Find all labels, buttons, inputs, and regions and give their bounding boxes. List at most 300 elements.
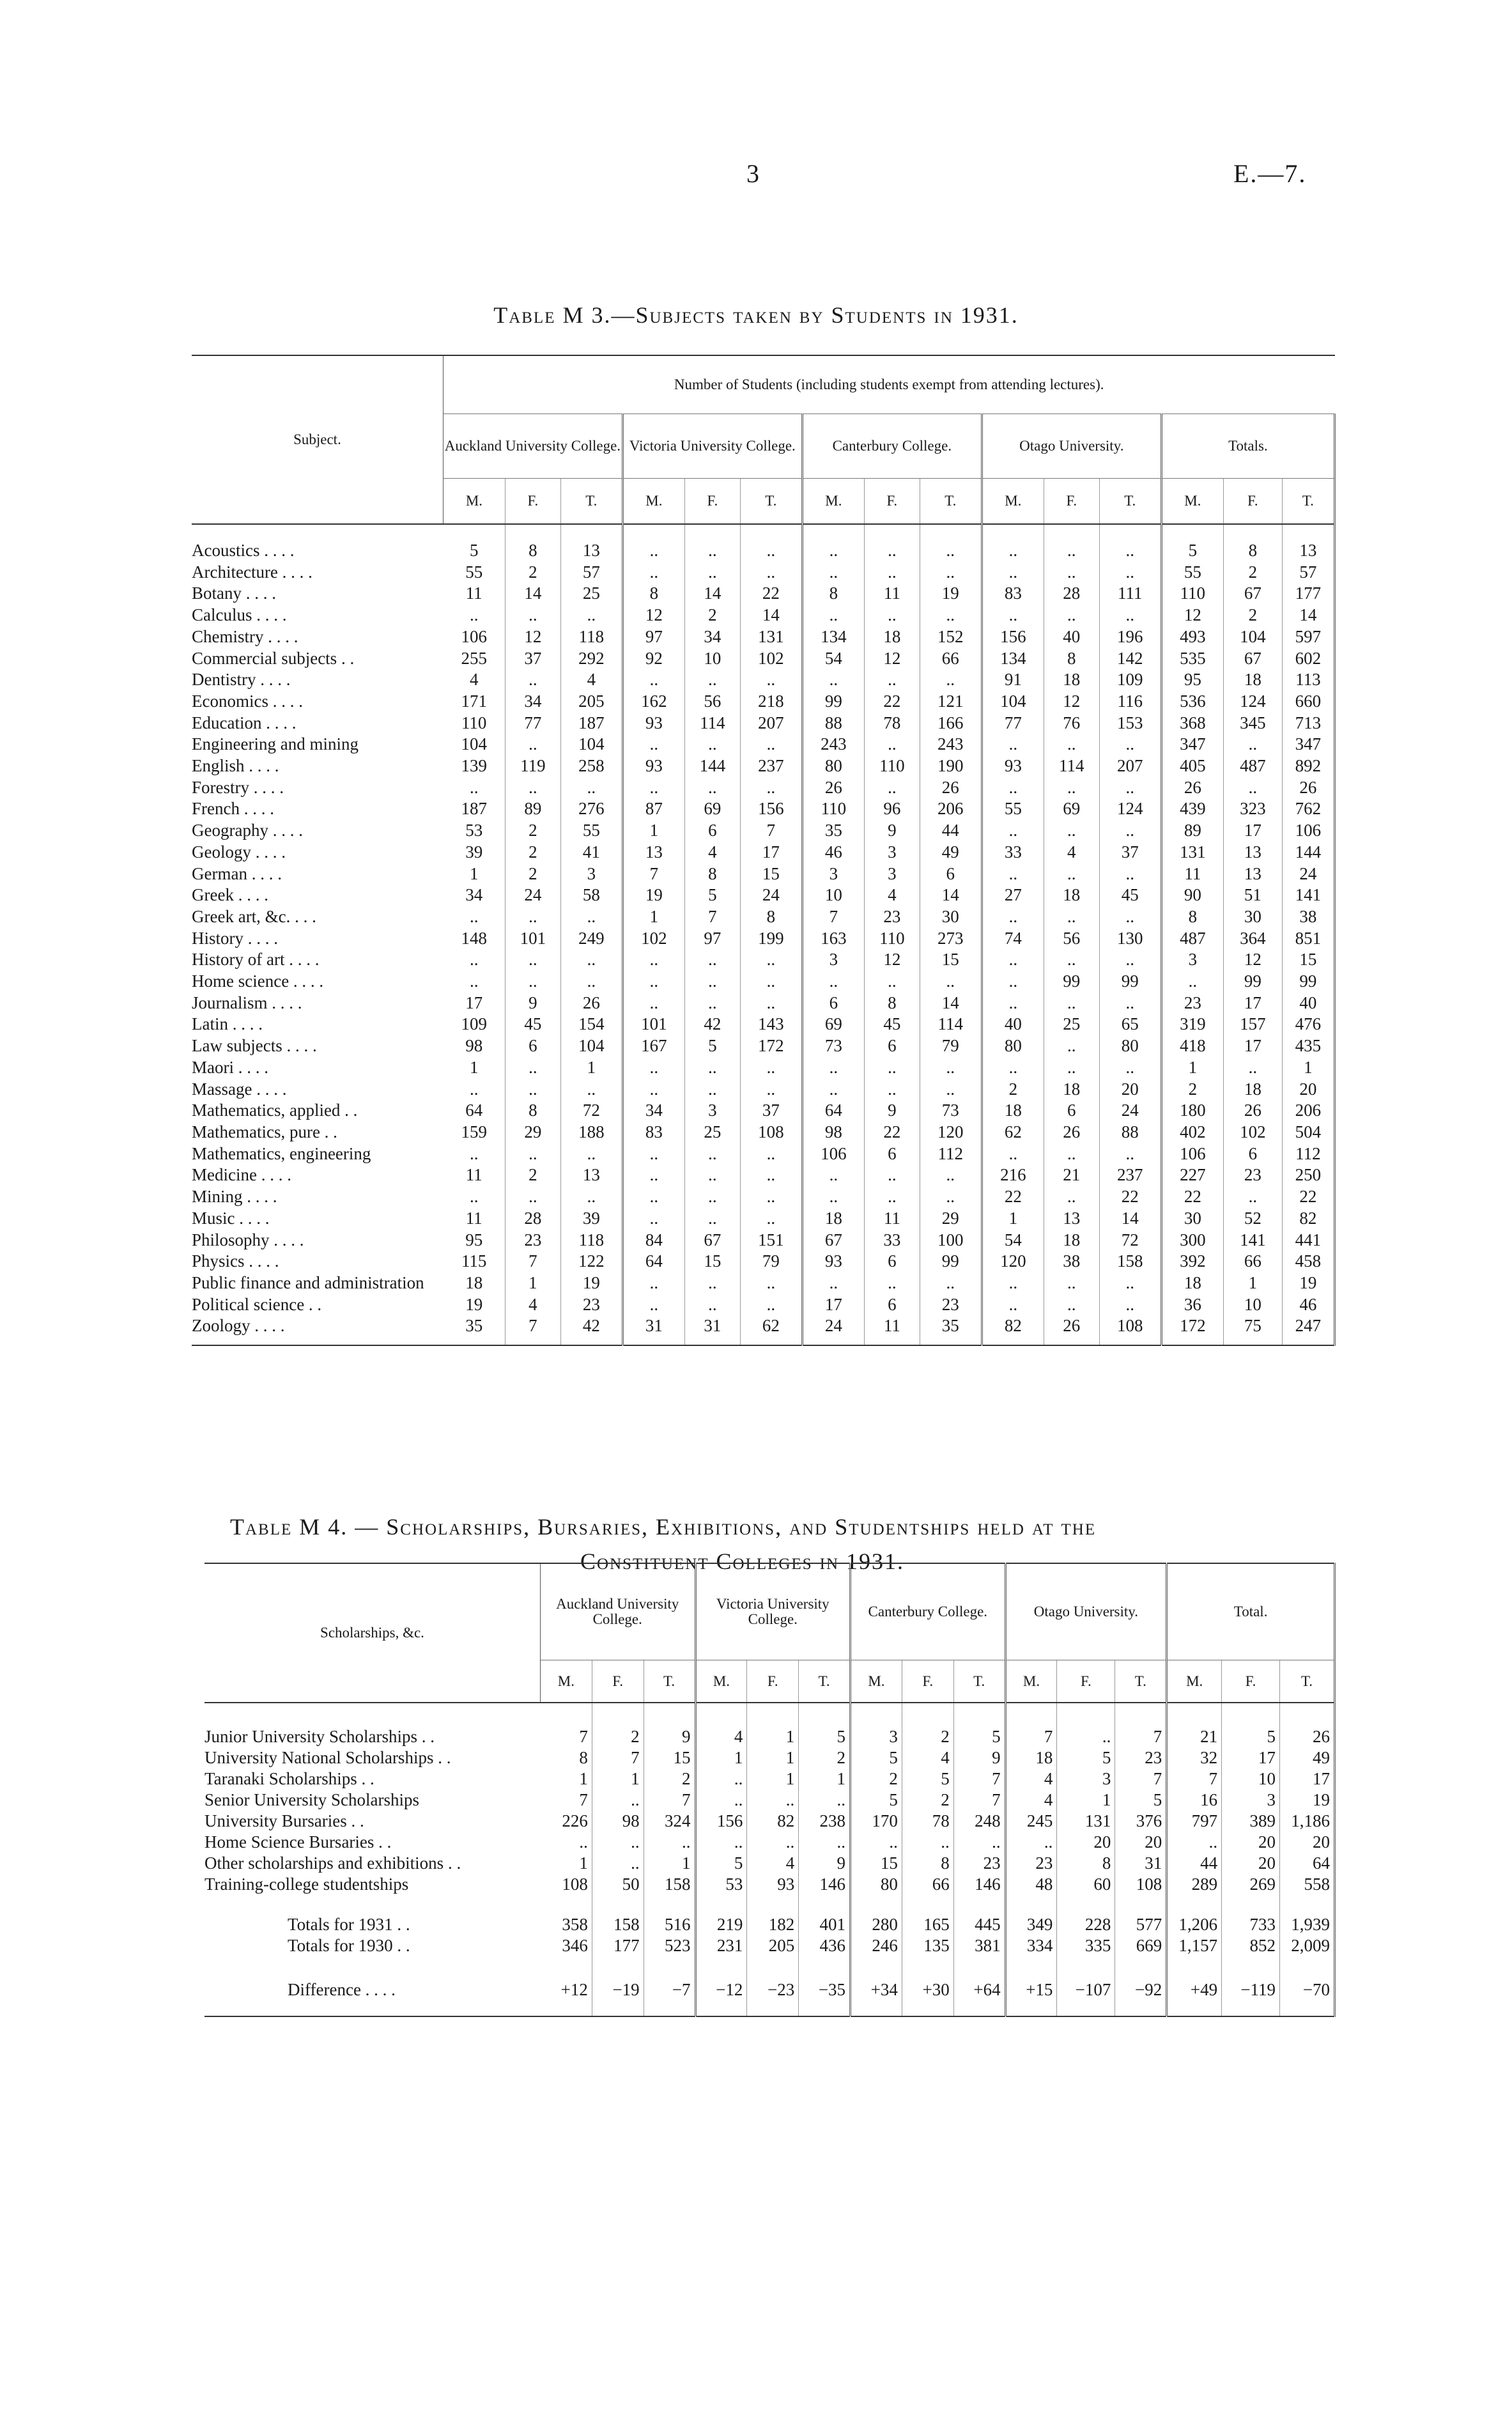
table-cell: 18 — [1044, 1230, 1099, 1251]
row-label: Massage . . . . — [192, 1079, 287, 1099]
row-label: Training-college studentships — [204, 1875, 409, 1894]
table-cell: 345 — [1223, 713, 1282, 734]
table-cell: .. — [684, 949, 740, 971]
table-cell: 55 — [1161, 562, 1223, 584]
table-cell: 139 — [443, 755, 505, 777]
table-row — [192, 1079, 1335, 1101]
table-cell: 15 — [1282, 949, 1334, 971]
table-row — [192, 583, 1335, 605]
table-cell: 15 — [851, 1853, 902, 1874]
table-cell: −70 — [1280, 1956, 1335, 2016]
table-cell: .. — [622, 971, 684, 993]
table-cell: 110 — [1161, 583, 1223, 605]
table-cell: 45 — [505, 1014, 560, 1035]
sub-header-f: F. — [747, 1660, 799, 1703]
table-cell: 207 — [1099, 755, 1161, 777]
table-cell: 9 — [505, 993, 560, 1014]
table-cell: .. — [1223, 1057, 1282, 1079]
table-cell: .. — [747, 1790, 799, 1811]
table-cell: .. — [747, 1832, 799, 1853]
table-cell: 205 — [560, 691, 622, 713]
table-cell: 237 — [740, 755, 802, 777]
table-cell: 99 — [1099, 971, 1161, 993]
table-cell: .. — [740, 562, 802, 584]
table-row — [192, 648, 1335, 670]
table-cell: 46 — [1282, 1294, 1334, 1316]
table-cell: 18 — [1044, 1079, 1099, 1101]
table-cell: .. — [740, 949, 802, 971]
table-cell: .. — [920, 605, 982, 626]
table-cell: 135 — [902, 1935, 953, 1956]
table-cell: .. — [802, 605, 864, 626]
table-cell: 11 — [864, 1315, 920, 1345]
table-cell: .. — [505, 949, 560, 971]
table-row — [192, 928, 1335, 950]
table-cell: 2 — [1223, 605, 1282, 626]
table-row — [192, 626, 1335, 648]
table-cell: 102 — [740, 648, 802, 670]
table-cell: 21 — [1167, 1703, 1222, 1747]
table-row — [192, 1315, 1335, 1345]
table-cell: 45 — [864, 1014, 920, 1035]
table-cell: 300 — [1161, 1230, 1223, 1251]
table-cell: 22 — [864, 691, 920, 713]
table-cell: 535 — [1161, 648, 1223, 670]
table-cell: 402 — [1161, 1122, 1223, 1143]
table-cell: 75 — [1223, 1315, 1282, 1345]
table-row — [192, 949, 1335, 971]
table-cell: 227 — [1161, 1164, 1223, 1186]
table-cell: .. — [622, 562, 684, 584]
table-cell: 38 — [1044, 1251, 1099, 1272]
sub-header-t: T. — [1099, 479, 1161, 525]
table-cell: 248 — [953, 1811, 1005, 1832]
table-cell: 216 — [982, 1164, 1044, 1186]
table-cell: .. — [505, 971, 560, 993]
table-cell: .. — [684, 993, 740, 1014]
table-cell: 8 — [622, 583, 684, 605]
table-cell: .. — [740, 1143, 802, 1165]
table-row — [204, 1853, 1335, 1874]
table-cell: 104 — [1223, 626, 1282, 648]
table-cell: 31 — [684, 1315, 740, 1345]
table-cell: 493 — [1161, 626, 1223, 648]
table-cell: 67 — [684, 1230, 740, 1251]
table-cell: .. — [1044, 524, 1099, 562]
table-cell: .. — [622, 949, 684, 971]
row-label: Mathematics, engineering — [192, 1143, 371, 1163]
table-cell: 78 — [864, 713, 920, 734]
table-cell: 389 — [1222, 1811, 1280, 1832]
table-cell: 93 — [747, 1874, 799, 1895]
table-cell: 104 — [982, 691, 1044, 713]
table-cell: 57 — [560, 562, 622, 584]
table-cell: 17 — [1223, 1035, 1282, 1057]
table-cell: 13 — [1282, 524, 1334, 562]
table-cell: 17 — [443, 993, 505, 1014]
table-cell: .. — [622, 993, 684, 1014]
table-cell: .. — [802, 1057, 864, 1079]
table-cell: 14 — [1282, 605, 1334, 626]
table-cell: 5 — [684, 1035, 740, 1057]
table-cell: 439 — [1161, 798, 1223, 820]
table-cell: 6 — [802, 993, 864, 1014]
table-cell: 20 — [1222, 1832, 1280, 1853]
table-cell: .. — [684, 1294, 740, 1316]
table-row — [192, 1057, 1335, 1079]
table-row — [192, 1035, 1335, 1057]
table-cell: 14 — [505, 583, 560, 605]
table-cell: 7 — [740, 820, 802, 842]
table-cell: 62 — [982, 1122, 1044, 1143]
table-cell: 205 — [747, 1935, 799, 1956]
table-cell: 172 — [740, 1035, 802, 1057]
table-cell: 80 — [802, 755, 864, 777]
table-cell: 319 — [1161, 1014, 1223, 1035]
table-cell: 99 — [802, 691, 864, 713]
table-cell: 15 — [644, 1747, 695, 1768]
table-cell: 26 — [1282, 777, 1334, 799]
table-cell: 523 — [644, 1935, 695, 1956]
table-cell: 401 — [799, 1895, 851, 1935]
table-cell: 23 — [1115, 1747, 1167, 1768]
table-cell: .. — [902, 1832, 953, 1853]
row-label: Totals for 1930 . . — [288, 1936, 410, 1955]
table-cell: .. — [505, 1057, 560, 1079]
row-label: Law subjects . . . . — [192, 1036, 317, 1056]
row-label: Botany . . . . — [192, 584, 276, 603]
table-cell: 156 — [982, 626, 1044, 648]
table-row — [192, 755, 1335, 777]
table-cell: 206 — [1282, 1100, 1334, 1122]
table-cell: 109 — [443, 1014, 505, 1035]
table-cell: .. — [622, 777, 684, 799]
table-cell: 110 — [443, 713, 505, 734]
row-label: Chemistry . . . . — [192, 626, 298, 646]
table-cell: 108 — [1115, 1874, 1167, 1895]
table-cell: −12 — [695, 1956, 747, 2016]
table-cell: .. — [920, 1272, 982, 1294]
table-cell: 4 — [443, 669, 505, 691]
college-header-canterbury-college: Canterbury College. — [851, 1563, 1006, 1660]
table-cell: 19 — [560, 1272, 622, 1294]
table-row — [192, 1230, 1335, 1251]
table-cell: 80 — [851, 1874, 902, 1895]
table-cell: 15 — [920, 949, 982, 971]
table-cell: 108 — [540, 1874, 592, 1895]
table-cell: 15 — [740, 863, 802, 885]
table-cell: .. — [592, 1790, 644, 1811]
table-cell: 134 — [802, 626, 864, 648]
table-row — [192, 885, 1335, 906]
table-cell: 6 — [1223, 1143, 1282, 1165]
table-cell: 376 — [1115, 1811, 1167, 1832]
table-cell: 231 — [695, 1935, 747, 1956]
table-cell: .. — [864, 1164, 920, 1186]
table-cell: 18 — [802, 1208, 864, 1230]
table-cell: 98 — [592, 1811, 644, 1832]
table-cell: .. — [1044, 820, 1099, 842]
table-cell: 4 — [505, 1294, 560, 1316]
table-cell: 2 — [505, 562, 560, 584]
table-cell: .. — [560, 777, 622, 799]
table-cell: 22 — [1282, 1186, 1334, 1208]
row-label: Totals for 1931 . . — [288, 1915, 410, 1934]
table-cell: 30 — [920, 906, 982, 928]
table-cell: 250 — [1282, 1164, 1334, 1186]
table-cell: .. — [505, 906, 560, 928]
table-cell: −35 — [799, 1956, 851, 2016]
table-cell: 23 — [920, 1294, 982, 1316]
table-cell: .. — [1167, 1832, 1222, 1853]
table-cell: 165 — [902, 1895, 953, 1935]
table-row — [204, 1747, 1335, 1768]
table-cell: 8 — [1044, 648, 1099, 670]
college-header-total: Total. — [1167, 1563, 1335, 1660]
table-cell: 104 — [560, 734, 622, 755]
table-cell: 42 — [684, 1014, 740, 1035]
table-cell: 106 — [443, 626, 505, 648]
table-cell: 7 — [1167, 1768, 1222, 1790]
table-cell: 30 — [1161, 1208, 1223, 1230]
table-cell: 13 — [560, 524, 622, 562]
table-cell: 6 — [505, 1035, 560, 1057]
table-cell: 24 — [1099, 1100, 1161, 1122]
table-row — [204, 1956, 1335, 2016]
table-cell: 2 — [799, 1747, 851, 1768]
table-cell: 10 — [1222, 1768, 1280, 1790]
table-cell: 6 — [864, 1143, 920, 1165]
table-cell: .. — [684, 777, 740, 799]
table-cell: .. — [1044, 777, 1099, 799]
table-cell: 19 — [443, 1294, 505, 1316]
table-cell: 364 — [1223, 928, 1282, 950]
table-cell: 177 — [592, 1935, 644, 1956]
table-cell: 82 — [982, 1315, 1044, 1345]
table-cell: 346 — [540, 1935, 592, 1956]
table-cell: .. — [740, 1079, 802, 1101]
table-cell: 8 — [1057, 1853, 1115, 1874]
table-cell: 13 — [1223, 863, 1282, 885]
table-cell: .. — [443, 971, 505, 993]
table-cell: 49 — [920, 842, 982, 863]
table-cell: .. — [864, 669, 920, 691]
table-m3-title: Table M 3.—Subjects taken by Students in 1931. — [493, 302, 1019, 328]
subject-column-header: Subject. — [192, 355, 443, 524]
table-cell: 82 — [747, 1811, 799, 1832]
table-cell: 247 — [1282, 1315, 1334, 1345]
table-cell: −19 — [592, 1956, 644, 2016]
table-cell: 110 — [864, 755, 920, 777]
table-cell: .. — [1044, 562, 1099, 584]
table-cell: 4 — [695, 1703, 747, 1747]
sub-header-f: F. — [864, 479, 920, 525]
row-label: English . . . . — [192, 756, 279, 776]
table-row — [192, 906, 1335, 928]
table-cell: 273 — [920, 928, 982, 950]
table-cell: 5 — [1222, 1703, 1280, 1747]
table-cell: .. — [1044, 863, 1099, 885]
table-row — [192, 1143, 1335, 1165]
table-cell: .. — [505, 1186, 560, 1208]
table-cell: 13 — [622, 842, 684, 863]
table-cell: 18 — [1005, 1747, 1057, 1768]
table-cell: 69 — [1044, 798, 1099, 820]
table-cell: 44 — [1167, 1853, 1222, 1874]
table-cell: 405 — [1161, 755, 1223, 777]
table-cell: 104 — [443, 734, 505, 755]
table-cell: 226 — [540, 1811, 592, 1832]
table-cell: 20 — [1099, 1079, 1161, 1101]
table-cell: .. — [684, 1143, 740, 1165]
sub-header-t: T. — [560, 479, 622, 525]
table-cell: 23 — [1005, 1853, 1057, 1874]
table-cell: 187 — [443, 798, 505, 820]
table-cell: 851 — [1282, 928, 1334, 950]
table-cell: .. — [684, 562, 740, 584]
table-m4-title-line2: Constituent Colleges in 1931. — [580, 1549, 905, 1574]
table-cell: 11 — [443, 1164, 505, 1186]
table-cell: 18 — [1223, 1079, 1282, 1101]
table-cell: .. — [560, 906, 622, 928]
table-cell: 64 — [622, 1251, 684, 1272]
table-cell: 9 — [799, 1853, 851, 1874]
table-cell: 18 — [1161, 1272, 1223, 1294]
table-cell: .. — [1099, 949, 1161, 971]
table-cell: 119 — [505, 755, 560, 777]
table-cell: 38 — [1282, 906, 1334, 928]
table-cell: 50 — [592, 1874, 644, 1895]
row-label: Commercial subjects . . — [192, 648, 355, 668]
table-cell: 8 — [802, 583, 864, 605]
row-label: Geography . . . . — [192, 821, 303, 840]
table-row — [192, 734, 1335, 755]
table-cell: 16 — [1167, 1790, 1222, 1811]
table-cell: 8 — [540, 1747, 592, 1768]
table-cell: 162 — [622, 691, 684, 713]
table-cell: 32 — [1167, 1747, 1222, 1768]
table-cell: 14 — [1099, 1208, 1161, 1230]
college-header-totals: Totals. — [1161, 414, 1334, 479]
table-cell: 335 — [1057, 1935, 1115, 1956]
table-cell: 7 — [644, 1790, 695, 1811]
table-cell: .. — [1223, 734, 1282, 755]
table-cell: 2 — [1161, 1079, 1223, 1101]
table-cell: 20 — [1115, 1832, 1167, 1853]
table-cell: 12 — [864, 949, 920, 971]
table-cell: .. — [920, 524, 982, 562]
table-row — [204, 1811, 1335, 1832]
table-cell: 7 — [1115, 1703, 1167, 1747]
sub-header-t: T. — [1115, 1660, 1167, 1703]
college-header-auckland-university-college: Auckland University College. — [540, 1563, 695, 1660]
table-cell: .. — [1044, 605, 1099, 626]
table-cell: .. — [622, 1079, 684, 1101]
table-cell: 187 — [560, 713, 622, 734]
row-label: Mathematics, pure . . — [192, 1122, 337, 1141]
table-cell: 5 — [1161, 524, 1223, 562]
row-label: Greek art, &c. . . . — [192, 906, 316, 926]
row-label: Maori . . . . — [192, 1057, 268, 1077]
table-cell: 29 — [920, 1208, 982, 1230]
table-cell: 115 — [443, 1251, 505, 1272]
table-cell: 12 — [1223, 949, 1282, 971]
row-label: Latin . . . . — [192, 1014, 263, 1034]
row-label: Mathematics, applied . . — [192, 1101, 358, 1120]
table-cell: 1 — [622, 820, 684, 842]
table-cell: .. — [505, 1143, 560, 1165]
table-row — [204, 1874, 1335, 1895]
table-cell: .. — [1044, 1186, 1099, 1208]
table-cell: .. — [740, 777, 802, 799]
table-row — [192, 713, 1335, 734]
table-cell: 243 — [802, 734, 864, 755]
row-label: Acoustics . . . . — [192, 541, 295, 560]
table-cell: .. — [1099, 1272, 1161, 1294]
table-cell: .. — [560, 971, 622, 993]
table-cell: 6 — [864, 1294, 920, 1316]
table-row — [192, 1100, 1335, 1122]
table-cell: 27 — [982, 885, 1044, 906]
sub-header-f: F. — [1223, 479, 1282, 525]
table-cell: 246 — [851, 1935, 902, 1956]
table-cell: 55 — [443, 562, 505, 584]
table-cell: .. — [1099, 820, 1161, 842]
table-cell: 18 — [1044, 669, 1099, 691]
table-cell: 118 — [560, 626, 622, 648]
table-cell: 62 — [740, 1315, 802, 1345]
table-cell: 3 — [1222, 1790, 1280, 1811]
table-cell: 1 — [592, 1768, 644, 1790]
table-cell: 602 — [1282, 648, 1334, 670]
table-cell: 31 — [1115, 1853, 1167, 1874]
table-cell: 258 — [560, 755, 622, 777]
table-cell: 97 — [684, 928, 740, 950]
table-cell: 30 — [1223, 906, 1282, 928]
table-cell: 441 — [1282, 1230, 1334, 1251]
table-cell: 89 — [1161, 820, 1223, 842]
table-cell: 144 — [1282, 842, 1334, 863]
table-cell: 516 — [644, 1895, 695, 1935]
table-cell: 42 — [560, 1315, 622, 1345]
table-cell: 182 — [747, 1895, 799, 1935]
row-label: Taranaki Scholarships . . — [204, 1769, 374, 1788]
table-cell: 255 — [443, 648, 505, 670]
table-cell: 7 — [505, 1251, 560, 1272]
table-cell: .. — [982, 1143, 1044, 1165]
table-cell: 228 — [1057, 1895, 1115, 1935]
table-cell: .. — [622, 1143, 684, 1165]
table-cell: 102 — [1223, 1122, 1282, 1143]
table-cell: 91 — [982, 669, 1044, 691]
table-cell: 20 — [1282, 1079, 1334, 1101]
row-label: Dentistry . . . . — [192, 670, 291, 690]
table-cell: 504 — [1282, 1122, 1334, 1143]
table-cell: 40 — [1044, 626, 1099, 648]
table-cell: 79 — [740, 1251, 802, 1272]
table-row — [192, 524, 1335, 562]
table-cell: .. — [1044, 1035, 1099, 1057]
table-row — [192, 1272, 1335, 1294]
table-cell: 1 — [540, 1768, 592, 1790]
table-cell: 4 — [684, 842, 740, 863]
table-cell: .. — [799, 1832, 851, 1853]
table-cell: 5 — [695, 1853, 747, 1874]
table-cell: .. — [864, 605, 920, 626]
table-cell: 26 — [920, 777, 982, 799]
table-cell: 10 — [1223, 1294, 1282, 1316]
table-cell: .. — [622, 669, 684, 691]
